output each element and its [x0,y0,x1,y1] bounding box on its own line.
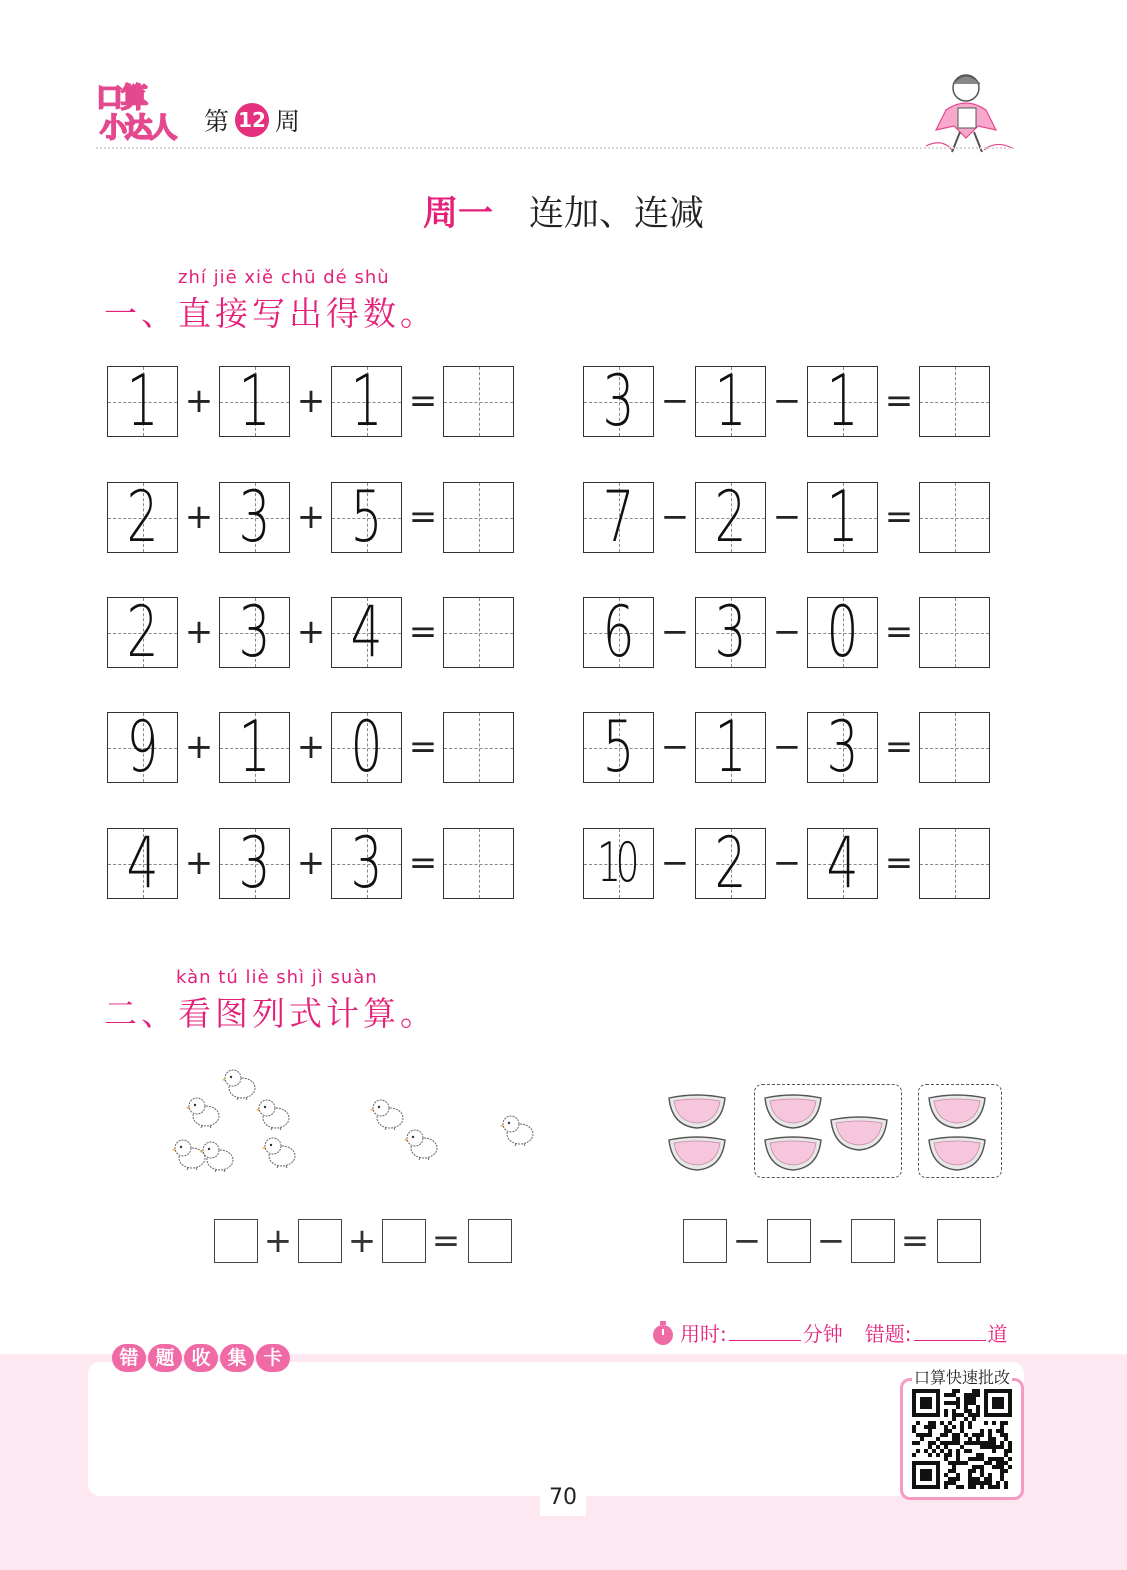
equals-sign: = [408,843,438,883]
operand-cell [331,706,402,788]
chick-icon [262,1134,298,1168]
section1-pinyin: zhí jiē xiě chū dé shù [178,267,390,288]
digit: 0 [826,591,859,673]
digit: 1 [714,706,747,788]
chick-icon [186,1094,222,1128]
operand-cell [807,706,878,788]
answer-cell[interactable] [443,482,514,553]
watermelon-slice-icon [666,1136,728,1172]
digit: 4 [350,591,383,673]
digit: 1 [238,360,271,442]
operand-cell [331,822,402,904]
operand-cell [695,706,766,788]
watermelon-slice-icon [762,1094,824,1130]
digit: 9 [126,706,159,788]
operand-cell [695,476,766,558]
operator: + [296,727,326,767]
digit: 2 [126,591,159,673]
equals-sign: = [884,843,914,883]
operator: − [772,612,802,652]
operator: − [816,1221,846,1261]
operator: + [184,381,214,421]
digit: 3 [826,706,859,788]
operator: + [296,497,326,537]
chick-icon [500,1112,536,1146]
operator: + [184,497,214,537]
operator: + [347,1221,377,1261]
equals-sign: = [408,497,438,537]
operand-cell [107,476,178,558]
chick-icon [256,1096,292,1130]
digit: 0 [350,706,383,788]
operator: + [296,381,326,421]
week-indicator [204,102,300,138]
operand-cell [807,476,878,558]
errors-label: 错题: [864,1322,912,1346]
equals-sign: = [884,381,914,421]
operator: − [772,381,802,421]
digit: 2 [126,476,159,558]
operand-cell [219,822,290,904]
digit: 4 [126,822,159,904]
operator: + [184,727,214,767]
equals-sign: = [900,1221,930,1261]
operator: + [296,612,326,652]
title-topic: 连加、连减 [529,194,705,234]
operator: − [660,727,690,767]
digit: 1 [714,360,747,442]
qr-code-icon[interactable] [912,1389,1012,1489]
operator: − [660,497,690,537]
chick-icon [404,1126,440,1160]
logo-line-2: 小达人 [100,113,175,144]
week-number-badge: 12 [235,103,269,137]
operand-cell [107,706,178,788]
watermelon-slice-icon [828,1116,890,1152]
operand-cell [219,360,290,442]
errors-blank[interactable] [914,1324,986,1341]
operand-cell [807,360,878,442]
answer-cell[interactable] [443,597,514,668]
time-blank[interactable] [729,1324,801,1341]
equals-sign: = [408,727,438,767]
title-day: 周一 [422,194,493,234]
operand-cell [695,822,766,904]
answer-box[interactable] [851,1219,895,1263]
chick-icon [370,1096,406,1130]
logo-line-1: 口算 [96,83,146,114]
equals-sign: = [408,381,438,421]
digit: 3 [238,591,271,673]
answer-box[interactable] [683,1219,727,1263]
operand-cell [583,591,654,673]
tag-char: 错 [112,1344,146,1372]
operand-cell [219,706,290,788]
digit: 4 [826,822,859,904]
kid-mascot-icon [922,70,1016,158]
week-suffix: 周 [275,107,301,136]
operand-cell [695,591,766,673]
answer-cell[interactable] [919,482,990,553]
operand-cell [219,476,290,558]
operator: − [732,1221,762,1261]
digit: 3 [350,822,383,904]
answer-cell[interactable] [443,712,514,783]
operand-cell [807,822,878,904]
section2-title: 二、看图列式计算。 [104,994,437,1033]
operand-cell [107,822,178,904]
answer-box[interactable] [767,1219,811,1263]
digit: 5 [350,476,383,558]
time-errors-bar [650,1318,1008,1347]
digit: 3 [238,476,271,558]
tag-char: 题 [148,1344,182,1372]
brand-logo [96,84,180,144]
operator: + [184,843,214,883]
digit: 1 [350,360,383,442]
equals-sign: = [884,612,914,652]
tag-char: 卡 [256,1344,290,1372]
section1-title: 一、直接写出得数。 [104,294,437,333]
operand-cell [219,591,290,673]
equals-sign: = [884,727,914,767]
answer-box[interactable] [937,1219,981,1263]
qr-frame [900,1378,1024,1500]
operand-cell [583,706,654,788]
header-divider [96,147,1014,149]
page-title [0,186,1127,236]
watermelon-slice-icon [926,1094,988,1130]
watermelon-slice-icon [762,1136,824,1172]
operand-cell [695,360,766,442]
answer-cell[interactable] [919,366,990,437]
answer-cell[interactable] [443,366,514,437]
answer-cell[interactable] [919,597,990,668]
answer-cell[interactable] [919,828,990,899]
digit: 7 [602,476,635,558]
card-tag [112,1344,292,1372]
equals-sign: = [408,612,438,652]
digit: 6 [602,591,635,673]
qr-label: 口算快速批改 [912,1365,1012,1388]
operator: + [263,1221,293,1261]
digit: 3 [602,360,635,442]
time-label: 用时: [680,1322,727,1346]
digit: 1 [826,476,859,558]
operand-cell [331,360,402,442]
stopwatch-icon [650,1320,676,1346]
digit: 2 [714,476,747,558]
operator: + [184,612,214,652]
answer-box[interactable] [468,1219,512,1263]
equals-sign: = [431,1221,461,1261]
chick-icon [200,1138,236,1172]
watermelon-slice-icon [926,1136,988,1172]
digit: 1 [126,360,159,442]
answer-box[interactable] [382,1219,426,1263]
operand-cell [583,360,654,442]
section2-pinyin: kàn tú liè shì jì suàn [176,967,378,988]
watermelon-slice-icon [666,1094,728,1130]
digit: 1 [238,706,271,788]
answer-box[interactable] [298,1219,342,1263]
digit: 10 [597,831,634,894]
operand-cell [583,828,654,899]
digit: 5 [602,706,635,788]
week-prefix: 第 [204,107,230,136]
digit: 3 [714,591,747,673]
digit: 3 [238,822,271,904]
digit: 2 [714,822,747,904]
time-unit: 分钟 [802,1322,843,1346]
operator: + [296,843,326,883]
operator: − [660,843,690,883]
answer-cell[interactable] [443,828,514,899]
operand-cell [331,476,402,558]
operator: − [772,497,802,537]
chick-icon [222,1066,258,1100]
operator: − [772,727,802,767]
operand-cell [107,360,178,442]
operator: − [772,843,802,883]
tag-char: 集 [220,1344,254,1372]
page-number: 70 [540,1476,586,1516]
operator: − [660,381,690,421]
errors-unit: 道 [987,1322,1008,1346]
operator: − [660,612,690,652]
tag-char: 收 [184,1344,218,1372]
operand-cell [807,591,878,673]
answer-box[interactable] [214,1219,258,1263]
digit: 1 [826,360,859,442]
answer-cell[interactable] [919,712,990,783]
operand-cell [107,591,178,673]
operand-cell [331,591,402,673]
equals-sign: = [884,497,914,537]
operand-cell [583,476,654,558]
